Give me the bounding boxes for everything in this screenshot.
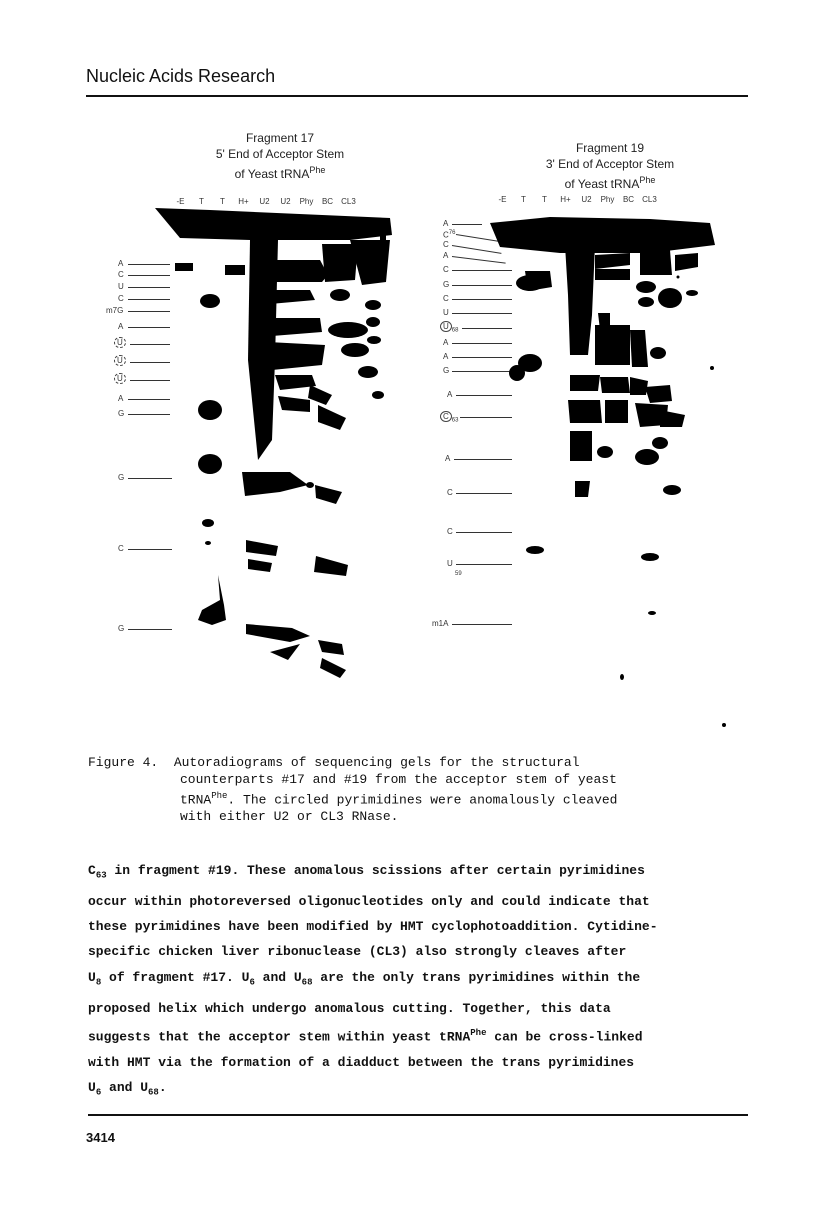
right-lane-labels (492, 195, 660, 204)
left-seq-label: U (118, 282, 124, 291)
body-line-8: with HMT via the formation of a diadduct between the trans pyrimidines (88, 1054, 635, 1070)
body-line-2: occur within photoreversed oligonucleotides only and could indicate that (88, 893, 650, 909)
left-seq-label: U (114, 338, 126, 347)
body-line-4: specific chicken liver ribonuclease (CL3) also strongly cleaves after (88, 944, 627, 960)
left-lane-2: T (199, 197, 204, 206)
right-seq-label: A (443, 352, 449, 361)
left-panel-heading (180, 130, 380, 182)
right-seq-label: A (447, 390, 453, 399)
left-seq-label: C (118, 270, 124, 279)
right-lane-6: Phy (600, 195, 615, 204)
body-paragraph (88, 858, 728, 1106)
left-seq-label: A (118, 394, 124, 403)
caption-line-4: with either U2 or CL3 RNase. (180, 809, 399, 825)
left-lane-1: -E (176, 197, 185, 206)
right-seq-label: $C^{76}$ (443, 230, 456, 240)
header-rule (86, 95, 748, 97)
left-gel-autoradiogram (150, 200, 400, 680)
right-gel-autoradiogram (470, 205, 730, 735)
right-lane-5: U2 (581, 195, 592, 204)
left-seq-label: G (118, 473, 125, 482)
right-lane-8: CL3 (642, 195, 657, 204)
body-line-6: proposed helix which undergo anomalous cutting. Together, this data (88, 1000, 611, 1016)
left-lane-4: H+ (238, 197, 249, 206)
position-68: 68 (451, 327, 459, 334)
right-seq-label: C (443, 294, 449, 303)
left-seq-label: G (118, 624, 125, 633)
right-panel-heading (510, 140, 710, 192)
right-seq-label: G (443, 366, 450, 375)
left-lane-6: U2 (280, 197, 291, 206)
right-seq-label: C (447, 488, 453, 497)
left-seq-label: A (118, 322, 124, 331)
left-seq-label: C (118, 294, 124, 303)
right-seq-label: G (443, 280, 450, 289)
right-seq-label: m1A (432, 619, 449, 628)
right-seq-label: U $_{68}$ (440, 322, 458, 336)
right-title-line-1: Fragment 19 (575, 141, 645, 155)
position-59: 59 (455, 571, 462, 577)
left-lane-5: U2 (259, 197, 270, 206)
right-seq-label: A (443, 219, 449, 228)
left-lane-7: Phy (299, 197, 314, 206)
body-line-1: $C_{63}$ in fragment #19. These anomalous scissions after certain pyrimidines (88, 863, 645, 881)
left-seq-label: U (114, 374, 126, 383)
right-lane-7: BC (622, 195, 635, 204)
left-title-line-3: of Yeast tRNA$^{Phe}$ (234, 165, 326, 181)
right-seq-label: C (443, 240, 449, 249)
right-seq-label: C (447, 527, 453, 536)
body-line-9: $U_6$ and $U_{68}$. (88, 1079, 167, 1098)
right-lane-4: H+ (560, 195, 571, 204)
right-seq-label: C $_{63}$ (440, 412, 458, 426)
right-seq-label: U 59 (447, 559, 462, 577)
left-seq-label: G (118, 409, 125, 418)
right-seq-label: C (443, 265, 449, 274)
left-lane-8: BC (321, 197, 334, 206)
caption-label: Figure 4. (88, 755, 159, 770)
left-seq-label: A (118, 259, 124, 268)
caption-line-3: tRNA$^{Phe}$. The circled pyrimidines were anomalously cleaved (180, 791, 618, 808)
left-lane-3: T (220, 197, 225, 206)
right-lane-3: T (542, 195, 547, 204)
left-title-line-2: 5' End of Acceptor Stem (215, 147, 345, 161)
figure-caption (88, 754, 728, 825)
left-seq-label: C (118, 544, 124, 553)
right-seq-label: A (443, 251, 449, 260)
left-seq-label: U (114, 356, 126, 365)
position-63: 63 (451, 417, 459, 424)
left-seq-label: m7G (106, 306, 124, 315)
journal-title: Nucleic Acids Research (86, 66, 276, 86)
right-title-line-2: 3' End of Acceptor Stem (545, 157, 675, 171)
right-lane-2: T (521, 195, 526, 204)
right-seq-label: A (443, 338, 449, 347)
body-line-7: suggests that the acceptor stem within yeast tRNA$^{Phe}$ can be cross-linked (88, 1027, 643, 1045)
left-lane-9: CL3 (341, 197, 356, 206)
page-number: 3414 (86, 1130, 115, 1145)
right-seq-label: A (445, 454, 451, 463)
right-lane-1: -E (498, 195, 507, 204)
body-line-5: $U_8$ of fragment #17. $U_6$ and $U_{68}$ are the only trans pyrimidines within the (88, 969, 641, 988)
left-title-line-1: Fragment 17 (245, 131, 315, 145)
caption-line-2: counterparts #17 and #19 from the acceptor stem of yeast (180, 772, 617, 787)
caption-line-1: Figure 4. Autoradiograms of sequencing gels for the structural (88, 755, 580, 770)
footer-rule (88, 1114, 748, 1116)
right-seq-label: U (443, 308, 449, 317)
right-title-line-3: of Yeast tRNA$^{Phe}$ (564, 175, 656, 191)
body-line-3: these pyrimidines have been modified by HMT cyclophotoaddition. Cytidine- (88, 919, 658, 935)
position-76: 76 (448, 230, 456, 236)
